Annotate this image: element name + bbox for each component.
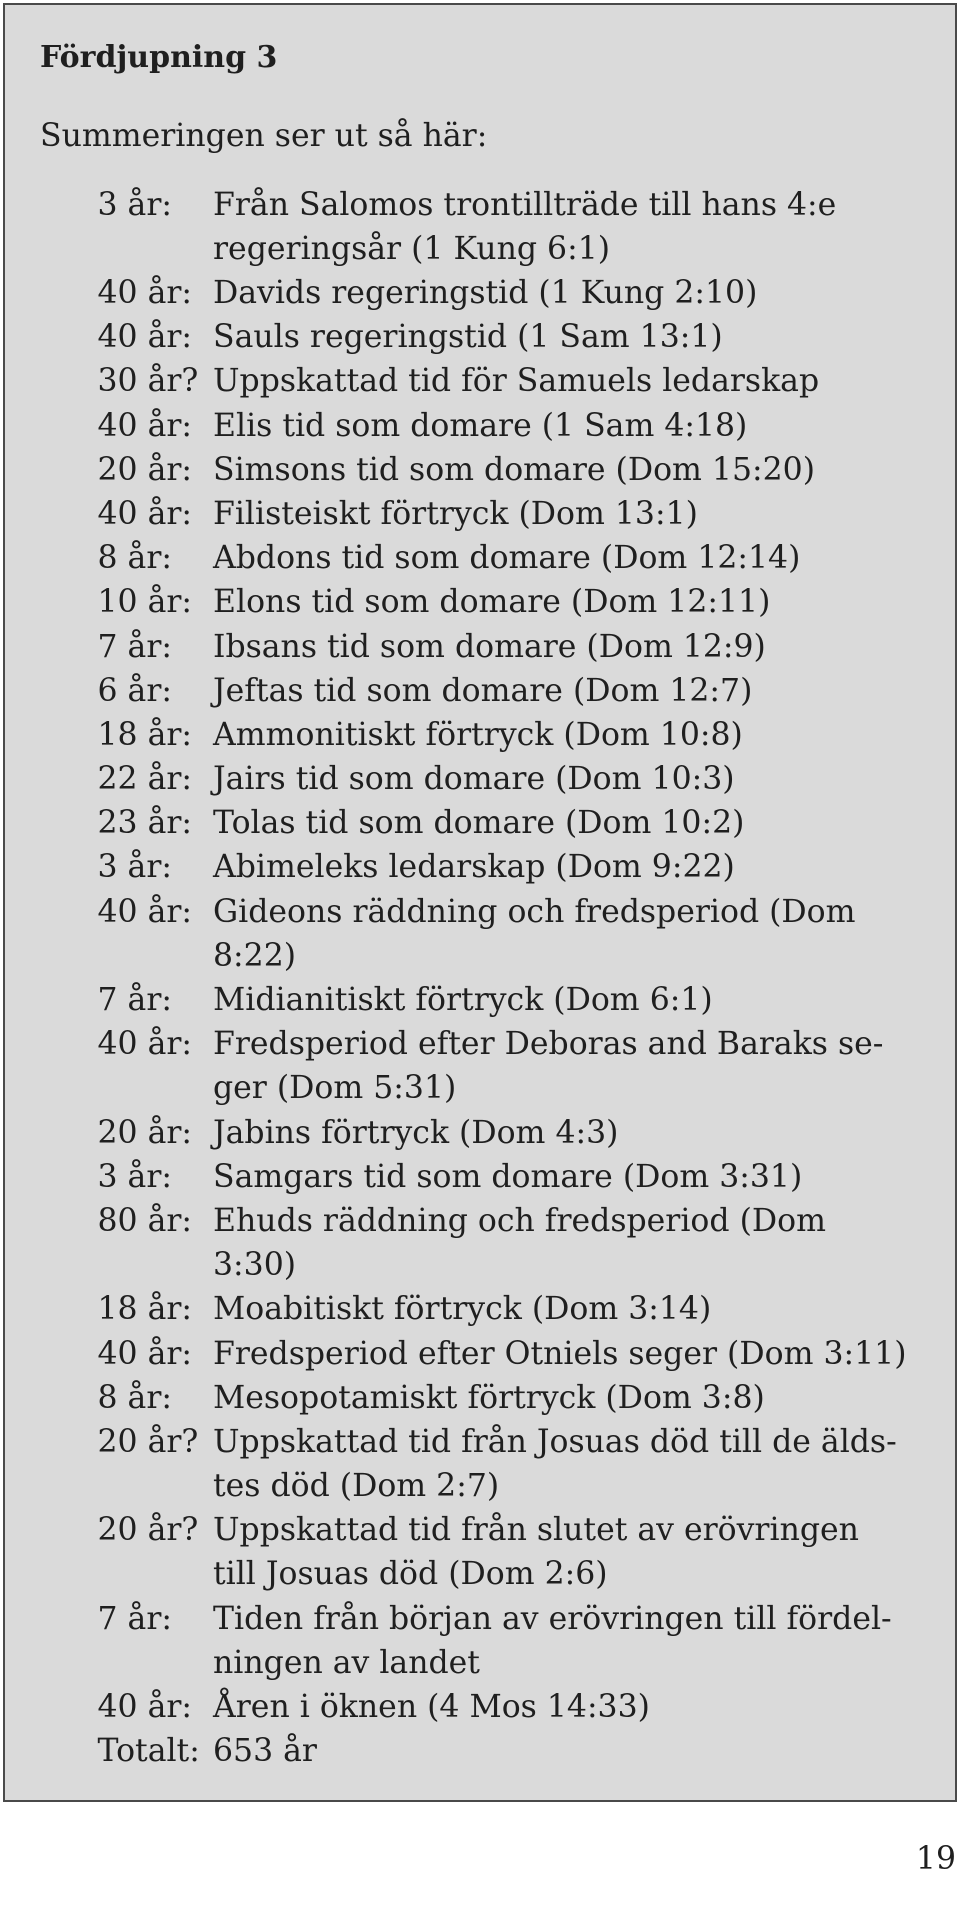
years-label: 3 år:: [97, 186, 173, 223]
description-line: Gideons räddning och fredsperiod (Dom: [213, 893, 856, 930]
period-description: [213, 669, 752, 713]
period-description: [213, 801, 744, 845]
summary-row: [98, 1111, 956, 1155]
summary-row: [98, 404, 956, 448]
description-line: Samgars tid som domare (Dom 3:31): [213, 1158, 803, 1195]
total-row: [98, 1729, 956, 1773]
description-line: Ibsans tid som domare (Dom 12:9): [213, 628, 766, 665]
years-label: 20 år?: [97, 1423, 199, 1460]
years-label: 23 år:: [97, 805, 193, 842]
years-label: 18 år:: [97, 1291, 193, 1328]
years-label: 3 år:: [97, 1158, 173, 1195]
years-label: 3 år:: [97, 849, 173, 886]
years-label: 40 år:: [97, 407, 193, 444]
period-description: [213, 1332, 906, 1376]
total-label: Totalt:: [97, 1733, 200, 1770]
description-line: Davids regeringstid (1 Kung 2:10): [213, 275, 758, 312]
period-description: [213, 1376, 765, 1420]
period-description: [213, 359, 819, 403]
years-label: 40 år:: [97, 1026, 193, 1063]
description-line: Fredsperiod efter Otniels seger (Dom 3:11): [213, 1335, 907, 1372]
years-label: 20 år:: [97, 451, 193, 488]
period-description: [213, 536, 800, 580]
description-line: Uppskattad tid från slutet av erövringen: [213, 1512, 859, 1549]
description-line: till Josuas död (Dom 2:6): [213, 1556, 608, 1593]
summary-row: [98, 1199, 956, 1287]
summary-row: [98, 845, 956, 889]
summary-row: [98, 1332, 956, 1376]
description-line: Filisteiskt förtryck (Dom 13:1): [213, 495, 698, 532]
description-line: Uppskattad tid för Samuels ledarskap: [213, 363, 820, 400]
summary-row: [98, 315, 956, 359]
years-label: 40 år:: [97, 495, 193, 532]
summary-row: [98, 757, 956, 801]
years-label: 40 år:: [97, 893, 193, 930]
description-line: tes död (Dom 2:7): [213, 1468, 500, 1505]
description-line: Abdons tid som domare (Dom 12:14): [213, 540, 801, 577]
description-line: Simsons tid som domare (Dom 15:20): [213, 451, 815, 488]
summary-row: [98, 890, 956, 978]
description-line: Jeftas tid som domare (Dom 12:7): [213, 672, 753, 709]
summary-row: [98, 669, 956, 713]
deepening-box: [3, 3, 957, 1802]
page-number: 19: [915, 1841, 956, 1877]
description-line: ningen av landet: [213, 1644, 480, 1681]
description-line: 3:30): [213, 1247, 297, 1284]
description-line: 8:22): [213, 937, 297, 974]
description-line: Ehuds räddning och fredsperiod (Dom: [213, 1202, 826, 1239]
summary-row: [98, 1420, 956, 1508]
years-label: 8 år:: [97, 540, 173, 577]
description-line: ger (Dom 5:31): [213, 1070, 457, 1107]
summary-row: [98, 1376, 956, 1420]
summary-row: [98, 492, 956, 536]
years-label: 8 år:: [97, 1379, 173, 1416]
summary-row: [98, 713, 956, 757]
description-line: Ammonitiskt förtryck (Dom 10:8): [213, 716, 743, 753]
summary-row: [98, 625, 956, 669]
period-description: [213, 890, 856, 978]
summary-row: [98, 580, 956, 624]
years-label: 40 år:: [97, 275, 193, 312]
summary-row: [98, 1597, 956, 1685]
intro-text: Summeringen ser ut så här:: [40, 118, 488, 155]
period-description: [213, 713, 743, 757]
period-description: [213, 1287, 711, 1331]
period-description: [213, 1597, 892, 1685]
period-description: [213, 1155, 802, 1199]
description-line: Midianitiskt förtryck (Dom 6:1): [213, 982, 713, 1019]
summary-row: [98, 448, 956, 492]
description-line: Från Salomos trontillträde till hans 4:e: [213, 186, 837, 223]
summary-row: [98, 1508, 956, 1596]
years-label: 18 år:: [97, 716, 193, 753]
total-value: 653 år: [213, 1733, 317, 1770]
summary-row: [98, 536, 956, 580]
summary-row: [98, 1155, 956, 1199]
summary-row: [98, 978, 956, 1022]
years-label: 80 år:: [97, 1202, 193, 1239]
description-line: Sauls regeringstid (1 Sam 13:1): [213, 319, 723, 356]
description-line: Elons tid som domare (Dom 12:11): [213, 584, 771, 621]
period-description: [213, 492, 698, 536]
description-line: Tiden från början av erövringen till fördel-: [213, 1600, 892, 1637]
years-label: 20 år?: [97, 1512, 199, 1549]
summary-row: [98, 271, 956, 315]
description-line: Uppskattad tid från Josuas död till de älds-: [213, 1423, 897, 1460]
period-description: [213, 1685, 650, 1729]
period-description: [213, 315, 723, 359]
box-title: Fördjupning 3: [40, 40, 278, 76]
total-value-container: [213, 1729, 317, 1773]
description-line: Elis tid som domare (1 Sam 4:18): [213, 407, 748, 444]
description-line: Tolas tid som domare (Dom 10:2): [213, 805, 745, 842]
period-description: [213, 271, 757, 315]
description-line: Moabitiskt förtryck (Dom 3:14): [213, 1291, 712, 1328]
total-section: [98, 1729, 956, 1773]
period-description: [213, 1111, 618, 1155]
description-line: Jabins förtryck (Dom 4:3): [213, 1114, 619, 1151]
period-description: [213, 1508, 859, 1596]
period-description: [213, 1199, 826, 1287]
description-line: Abimeleks ledarskap (Dom 9:22): [213, 849, 735, 886]
summary-row: [98, 1685, 956, 1729]
period-description: [213, 845, 735, 889]
summary-row: [98, 183, 956, 271]
description-line: Jairs tid som domare (Dom 10:3): [213, 761, 735, 798]
period-description: [213, 448, 815, 492]
years-label: 7 år:: [97, 628, 173, 665]
summary-row: [98, 359, 956, 403]
period-description: [213, 757, 735, 801]
years-label: 30 år?: [97, 363, 199, 400]
summary-row: [98, 1022, 956, 1110]
description-line: regeringsår (1 Kung 6:1): [213, 230, 611, 267]
years-label: 7 år:: [97, 1600, 173, 1637]
period-description: [213, 1420, 897, 1508]
years-label: 40 år:: [97, 1335, 193, 1372]
description-line: Fredsperiod efter Deboras and Baraks se-: [213, 1026, 884, 1063]
years-label: 40 år:: [97, 1689, 193, 1726]
summary-list: [98, 183, 956, 1730]
summary-row: [98, 1287, 956, 1331]
period-description: [213, 183, 836, 271]
description-line: Mesopotamiskt förtryck (Dom 3:8): [213, 1379, 765, 1416]
years-label: 6 år:: [97, 672, 173, 709]
years-label: 20 år:: [97, 1114, 193, 1151]
years-label: 10 år:: [97, 584, 193, 621]
period-description: [213, 978, 713, 1022]
period-description: [213, 404, 747, 448]
summary-row: [98, 801, 956, 845]
period-description: [213, 580, 770, 624]
years-label: 7 år:: [97, 982, 173, 1019]
description-line: Åren i öknen (4 Mos 14:33): [213, 1689, 650, 1726]
period-description: [213, 1022, 883, 1110]
years-label: 22 år:: [97, 761, 193, 798]
years-label: 40 år:: [97, 319, 193, 356]
period-description: [213, 625, 766, 669]
